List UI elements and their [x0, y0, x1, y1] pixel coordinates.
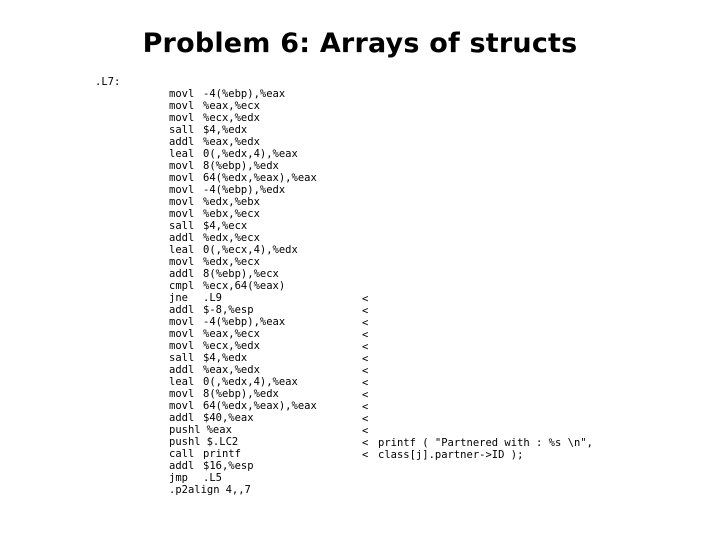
- asm-operands: %eax: [206, 424, 232, 436]
- asm-line: [169, 328, 317, 340]
- asm-opcode: jne: [169, 292, 188, 304]
- marker: <: [362, 389, 369, 401]
- asm-line: [169, 256, 317, 268]
- asm-operands: %edx,%ecx: [203, 232, 260, 244]
- asm-line: [169, 280, 317, 292]
- asm-opcode: movl: [169, 400, 195, 412]
- asm-line: [169, 100, 317, 112]
- asm-line: [169, 196, 317, 208]
- asm-opcode: leal: [169, 148, 195, 160]
- asm-operands: -4(%ebp),%edx: [203, 184, 286, 196]
- asm-line: [169, 340, 317, 352]
- asm-line: [169, 376, 317, 388]
- asm-line: [169, 208, 317, 220]
- asm-line: [169, 292, 317, 304]
- marker: <: [362, 437, 369, 449]
- asm-operands: %ecx,%edx: [203, 112, 260, 124]
- asm-operands: %eax,%ecx: [203, 100, 260, 112]
- asm-opcode: pushl: [169, 424, 201, 436]
- marker: <: [362, 329, 369, 341]
- marker: <: [362, 341, 369, 353]
- asm-line: [169, 220, 317, 232]
- asm-line: [169, 112, 317, 124]
- asm-line: [169, 124, 317, 136]
- line-markers: [362, 293, 368, 461]
- asm-operands: 64(%edx,%eax),%eax: [203, 172, 317, 184]
- asm-operands: %eax,%edx: [203, 136, 260, 148]
- asm-operands: $4,%edx: [203, 124, 248, 136]
- asm-opcode: movl: [169, 160, 195, 172]
- asm-line: [169, 424, 317, 436]
- asm-line: [169, 268, 317, 280]
- asm-operands: -4(%ebp),%eax: [203, 316, 286, 328]
- asm-operands: $40,%eax: [203, 412, 254, 424]
- marker: <: [362, 413, 369, 425]
- asm-operands: %ecx,64(%eax): [203, 280, 286, 292]
- asm-operands: 8(%ebp),%edx: [203, 160, 279, 172]
- slide-title: Problem 6: Arrays of structs: [142, 28, 578, 59]
- marker: <: [362, 305, 369, 317]
- marker: <: [362, 401, 369, 413]
- asm-line: [169, 244, 317, 256]
- asm-operands: %eax,%ecx: [203, 328, 260, 340]
- asm-opcode: jmp: [169, 472, 188, 484]
- asm-line: [169, 304, 317, 316]
- asm-line: [169, 232, 317, 244]
- asm-opcode: sall: [169, 220, 195, 232]
- asm-opcode: leal: [169, 244, 195, 256]
- asm-operands: $16,%esp: [203, 460, 254, 472]
- asm-opcode: movl: [169, 100, 195, 112]
- asm-line: [169, 136, 317, 148]
- asm-opcode: movl: [169, 340, 195, 352]
- asm-opcode: sall: [169, 124, 195, 136]
- asm-opcode: addl: [169, 460, 195, 472]
- marker: <: [362, 425, 369, 437]
- asm-line: [169, 352, 317, 364]
- asm-opcode: addl: [169, 412, 195, 424]
- marker: <: [362, 377, 369, 389]
- asm-line: [169, 172, 317, 184]
- asm-operands: 8(%ebp),%edx: [203, 388, 279, 400]
- asm-opcode: addl: [169, 232, 195, 244]
- asm-opcode: movl: [169, 328, 195, 340]
- asm-opcode: cmpl: [169, 280, 195, 292]
- comment-line: class[j].partner->ID );: [378, 449, 524, 461]
- asm-line: [169, 388, 317, 400]
- asm-operands: 0(,%edx,4),%eax: [203, 376, 298, 388]
- asm-opcode: movl: [169, 196, 195, 208]
- asm-operands: $.LC2: [206, 436, 239, 448]
- asm-opcode: addl: [169, 136, 195, 148]
- assembly-listing: [169, 88, 317, 496]
- asm-operands: %edx,%ecx: [203, 256, 260, 268]
- asm-operands: 0(,%ecx,4),%edx: [203, 244, 298, 256]
- marker: <: [362, 449, 369, 461]
- asm-line: [169, 448, 317, 460]
- asm-opcode: movl: [169, 112, 195, 124]
- asm-opcode: movl: [169, 184, 195, 196]
- asm-line: [169, 316, 317, 328]
- asm-opcode: .p2align: [169, 484, 220, 496]
- asm-opcode: movl: [169, 316, 195, 328]
- asm-opcode: call: [169, 448, 195, 460]
- asm-opcode: leal: [169, 376, 195, 388]
- asm-opcode: movl: [169, 388, 195, 400]
- asm-line: [169, 160, 317, 172]
- asm-operands: $4,%edx: [203, 352, 248, 364]
- asm-operands: %edx,%ebx: [203, 196, 260, 208]
- comment-line: printf ( "Partnered with : %s \n",: [378, 437, 593, 449]
- asm-operands: -4(%ebp),%eax: [203, 88, 286, 100]
- asm-opcode: movl: [169, 256, 195, 268]
- code-label: .L7:: [95, 76, 121, 88]
- asm-opcode: movl: [169, 172, 195, 184]
- asm-operands: $4,%ecx: [203, 220, 248, 232]
- asm-operands: 4,,7: [225, 484, 251, 496]
- asm-line: [169, 148, 317, 160]
- asm-operands: %eax,%edx: [203, 364, 260, 376]
- asm-opcode: movl: [169, 208, 195, 220]
- asm-opcode: sall: [169, 352, 195, 364]
- asm-line: [169, 400, 317, 412]
- asm-operands: .L5: [203, 472, 222, 484]
- asm-operands: .L9: [203, 292, 222, 304]
- asm-operands: $-8,%esp: [203, 304, 254, 316]
- asm-operands: %ebx,%ecx: [203, 208, 260, 220]
- marker: <: [362, 317, 369, 329]
- asm-operands: %ecx,%edx: [203, 340, 260, 352]
- asm-line: [169, 460, 317, 472]
- asm-line: [169, 364, 317, 376]
- asm-operands: 64(%edx,%eax),%eax: [203, 400, 317, 412]
- marker: <: [362, 365, 369, 377]
- asm-line: [169, 472, 317, 484]
- asm-opcode: movl: [169, 88, 195, 100]
- asm-operands: 8(%ebp),%ecx: [203, 268, 279, 280]
- asm-line: [169, 484, 317, 496]
- asm-line: [169, 412, 317, 424]
- asm-opcode: pushl: [169, 436, 201, 448]
- asm-operands: printf: [203, 448, 241, 460]
- asm-opcode: addl: [169, 364, 195, 376]
- asm-line: [169, 436, 317, 448]
- source-comment: [378, 437, 593, 461]
- asm-opcode: addl: [169, 304, 195, 316]
- asm-operands: 0(,%edx,4),%eax: [203, 148, 298, 160]
- marker: <: [362, 293, 369, 305]
- asm-opcode: addl: [169, 268, 195, 280]
- asm-line: [169, 88, 317, 100]
- asm-line: [169, 184, 317, 196]
- marker: <: [362, 353, 369, 365]
